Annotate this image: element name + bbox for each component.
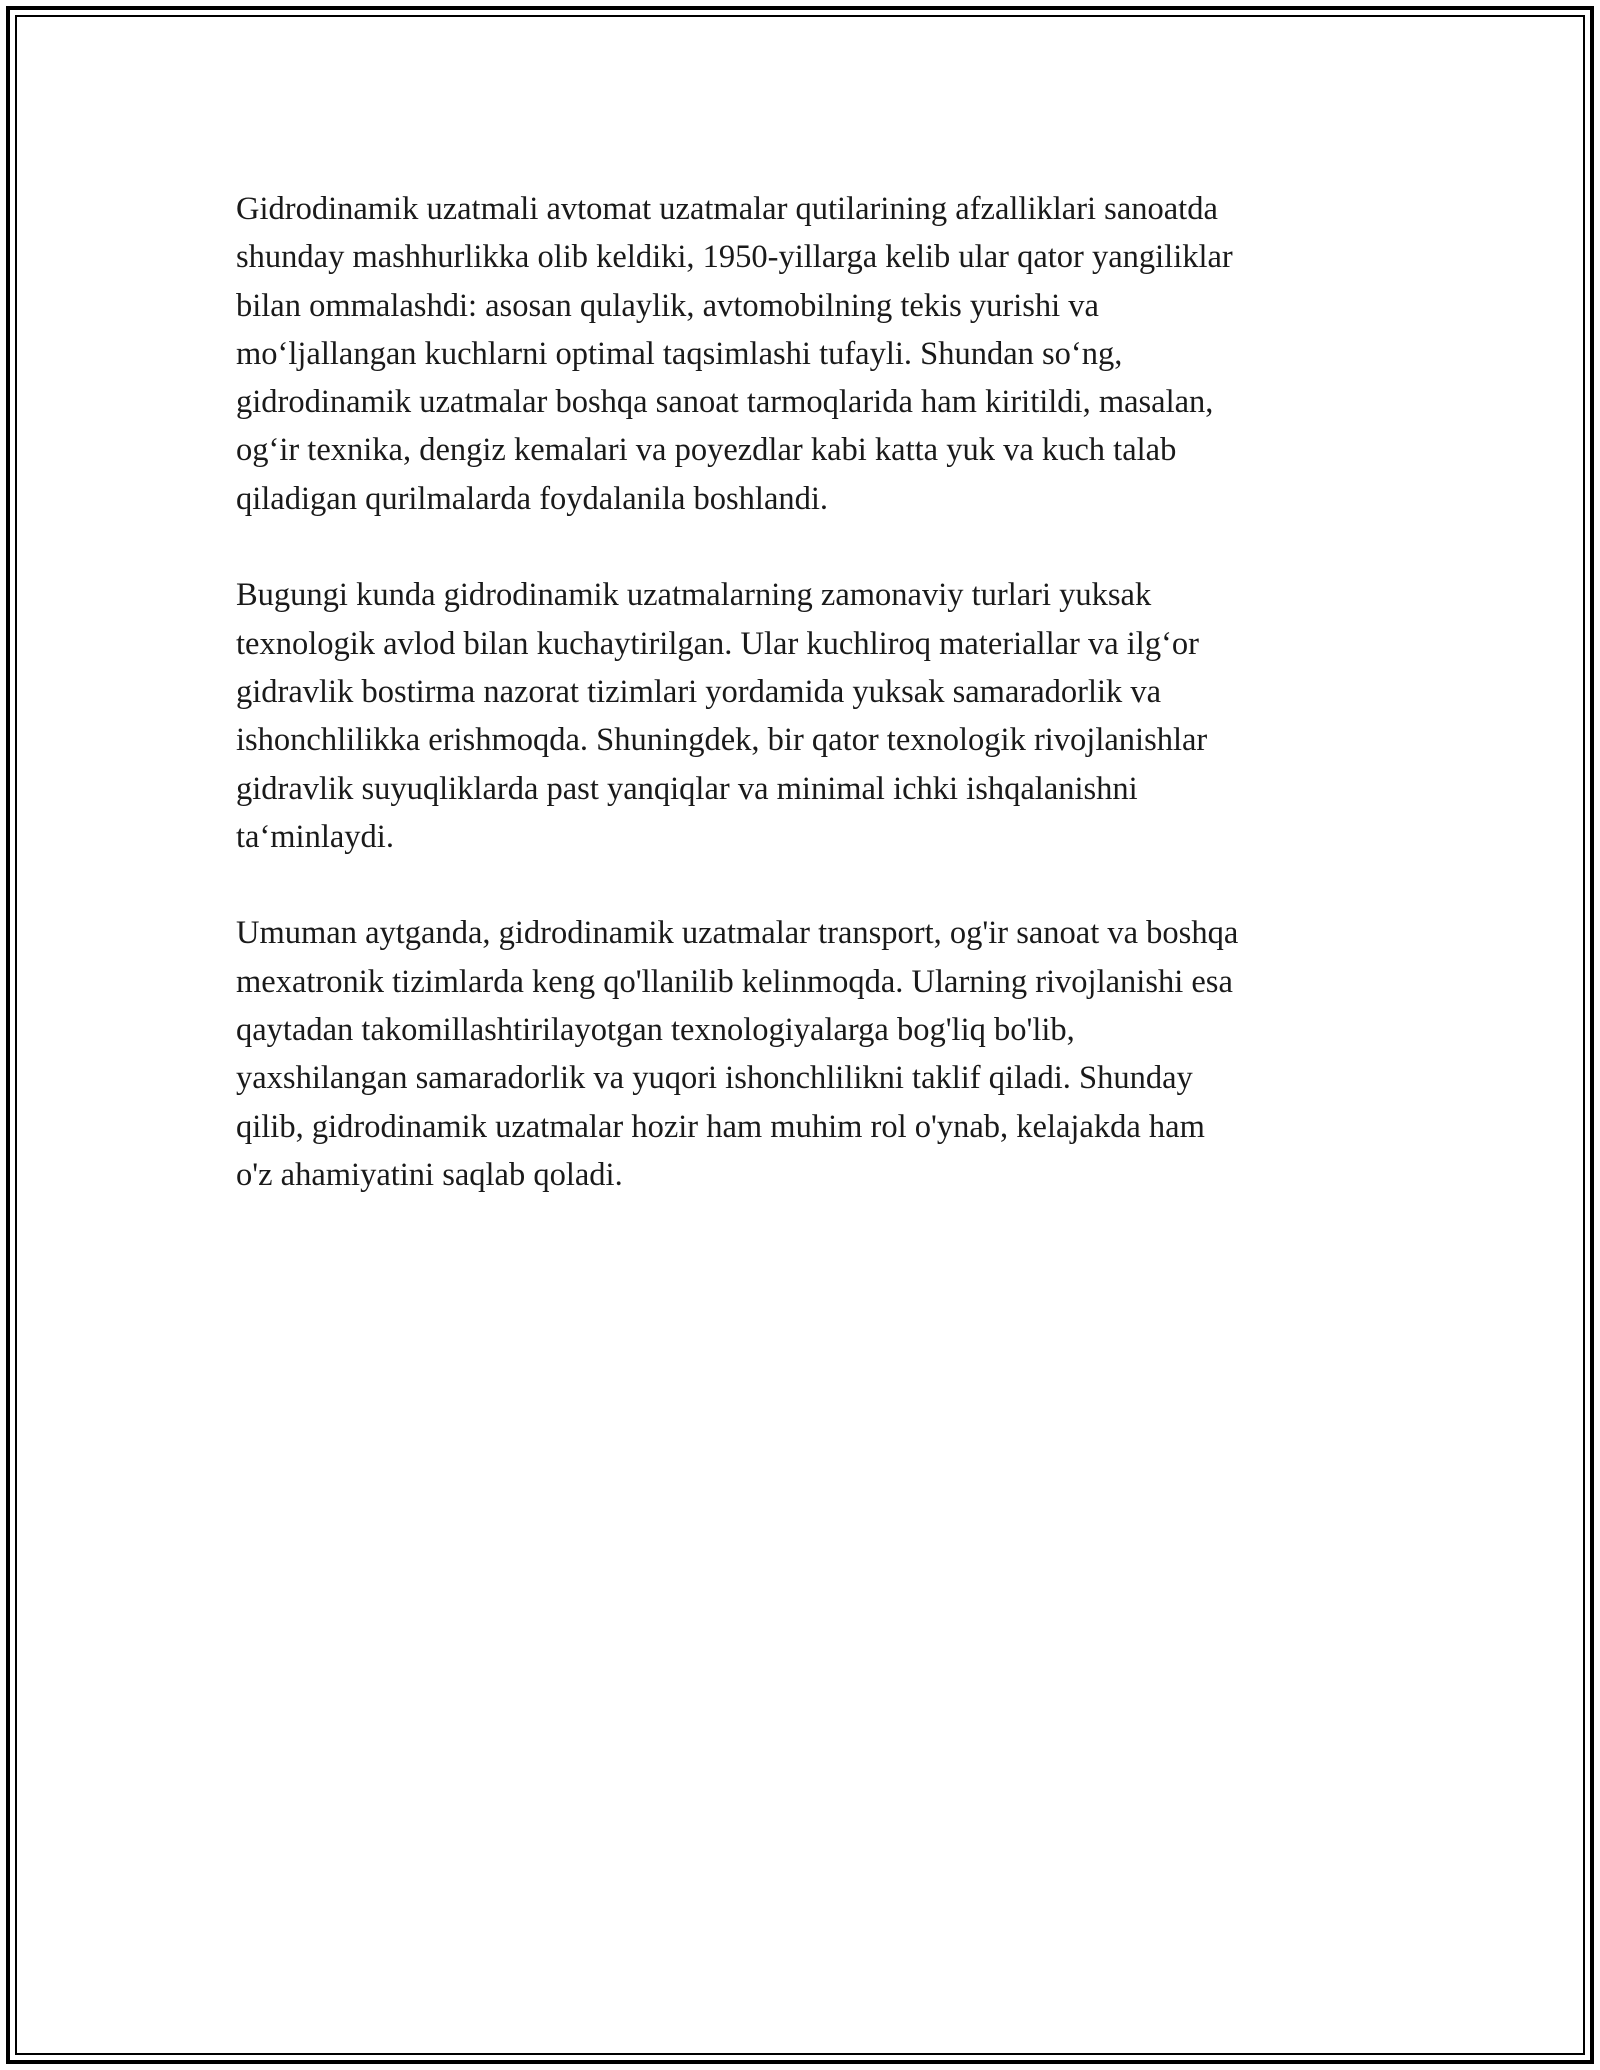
paragraph-1: Gidrodinamik uzatmali avtomat uzatmalar qutilarining afzalliklari sanoatda shunday mashhurlikka olib keldiki, 1950-yillarga kelib ular qator yangiliklar bilan ommalashdi: asosan qulaylik, avtomobilning tekis yurishi va mo‘ljallangan kuchlarni optimal taqsimlashi tufayli. Shundan so‘ng, gidrodinamik uzatmalar boshqa sanoat tarmoqlarida ham kiritildi, masalan, og‘ir texnika, dengiz kemalari va poyezdlar kabi katta yuk va kuch talab qiladigan qurilmalarda foydalanila boshlandi. xyxy=(236,191,1233,517)
document-body xyxy=(236,185,1386,1248)
paragraph-2: Bugungi kunda gidrodinamik uzatmalarning zamonaviy turlari yuksak texnologik avlod bilan kuchaytirilgan. Ular kuchliroq materiallar va ilg‘or gidravlik bostirma nazorat tizimlari yordamida yuksak samaradorlik va ishonchlilikka erishmoqda. Shuningdek, bir qator texnologik rivojlanishlar gidravlik suyuqliklarda past yanqiqlar va minimal ichki ishqalanishni ta‘minlaydi. xyxy=(236,577,1208,855)
paragraph-3: Umuman aytganda, gidrodinamik uzatmalar transport, og'ir sanoat va boshqa mexatronik tizimlarda keng qo'llanilib kelinmoqda. Ularning rivojlanishi esa qaytadan takomillashtirilayotgan texnologiyalarga bog'liq bo'lib, yaxshilangan samaradorlik va yuqori ishonchlilikni taklif qiladi. Shunday qilib, gidrodinamik uzatmalar hozir ham muhim rol o'ynab, kelajakda ham o'z ahamiyatini saqlab qoladi. xyxy=(236,915,1239,1193)
